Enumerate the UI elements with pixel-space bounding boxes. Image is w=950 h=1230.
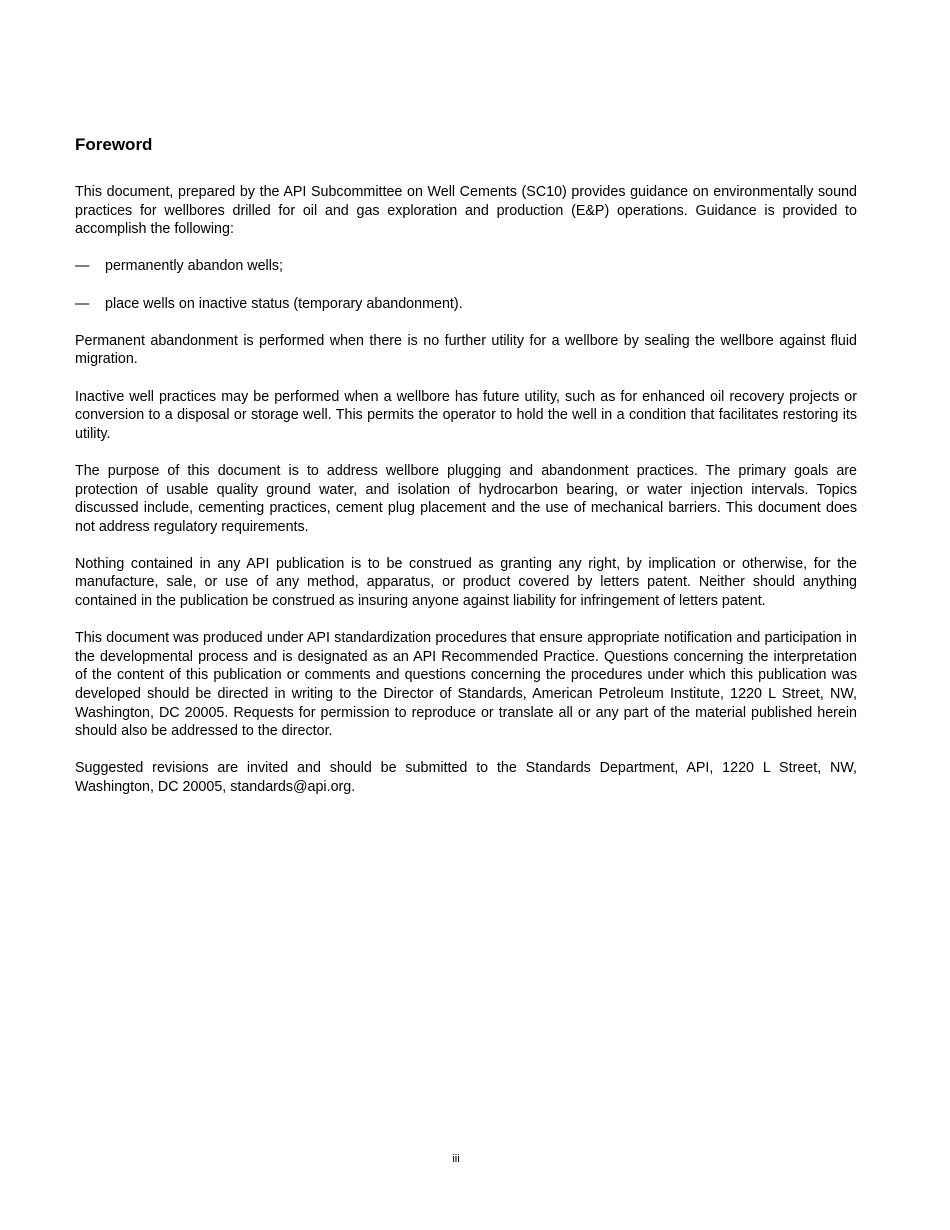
bullet-item bbox=[75, 257, 857, 276]
body-paragraph-patent-disclaimer: Nothing contained in any API publication is to be construed as granting any right, by implication or otherwise, for the manufacture, sale, or use of any method, apparatus, or product covered by letters patent. Neither should anything contained in the publication be construed as insuring anyone against liability for infringement of letters patent. bbox=[75, 555, 857, 610]
section-heading: Foreword bbox=[75, 135, 153, 154]
bullet-marker: — bbox=[75, 295, 90, 312]
body-paragraph-standardization: This document was produced under API standardization procedures that ensure appropriate notification and participation in the developmental process and is designated as an API Recommended Practice. Questions concerning the interpretation of the content of this publication or comments and questions concerning the procedures under which this publication was developed should be directed in writing to the Director of Standards, American Petroleum Institute, 1220 L Street, NW, Washington, DC 20005. Requests for permission to reproduce or translate all or any part of the material published herein should also be addressed to the director. bbox=[75, 630, 857, 740]
body-paragraph-inactive-wells: Inactive well practices may be performed when a wellbore has future utility, such as for enhanced oil recovery projects or conversion to a disposal or storage well. This permits the operator to hold the well in a condition that facilitates restoring its utility. bbox=[75, 388, 857, 442]
intro-paragraph: This document, prepared by the API Subcommittee on Well Cements (SC10) provides guidance on environmentally sound practices for wellbores drilled for oil and gas exploration and production (E&P) operations. Guidance is provided to accomplish the following: bbox=[75, 184, 857, 238]
body-paragraph-revisions: Suggested revisions are invited and should be submitted to the Standards Department, API, 1220 L Street, NW, Washington, DC 20005, standards@api.org. bbox=[75, 760, 857, 795]
page-number: iii bbox=[452, 1153, 460, 1165]
body-paragraph-purpose: The purpose of this document is to address wellbore plugging and abandonment practices. The primary goals are protection of usable quality ground water, and isolation of hydrocarbon bearing, or water injection intervals. Topics discussed include, cementing practices, cement plug placement and the use of mechanical barriers. This document does not address regulatory requirements. bbox=[75, 462, 857, 535]
bullet-text: place wells on inactive status (temporary abandonment). bbox=[105, 295, 463, 312]
body-paragraph-permanent-abandonment: Permanent abandonment is performed when there is no further utility for a wellbore by sealing the wellbore against fluid migration. bbox=[75, 332, 857, 368]
foreword-body bbox=[75, 183, 857, 815]
bullet-marker: — bbox=[75, 258, 90, 275]
bullet-item bbox=[75, 295, 857, 314]
bullet-text: permanently abandon wells; bbox=[105, 258, 284, 275]
